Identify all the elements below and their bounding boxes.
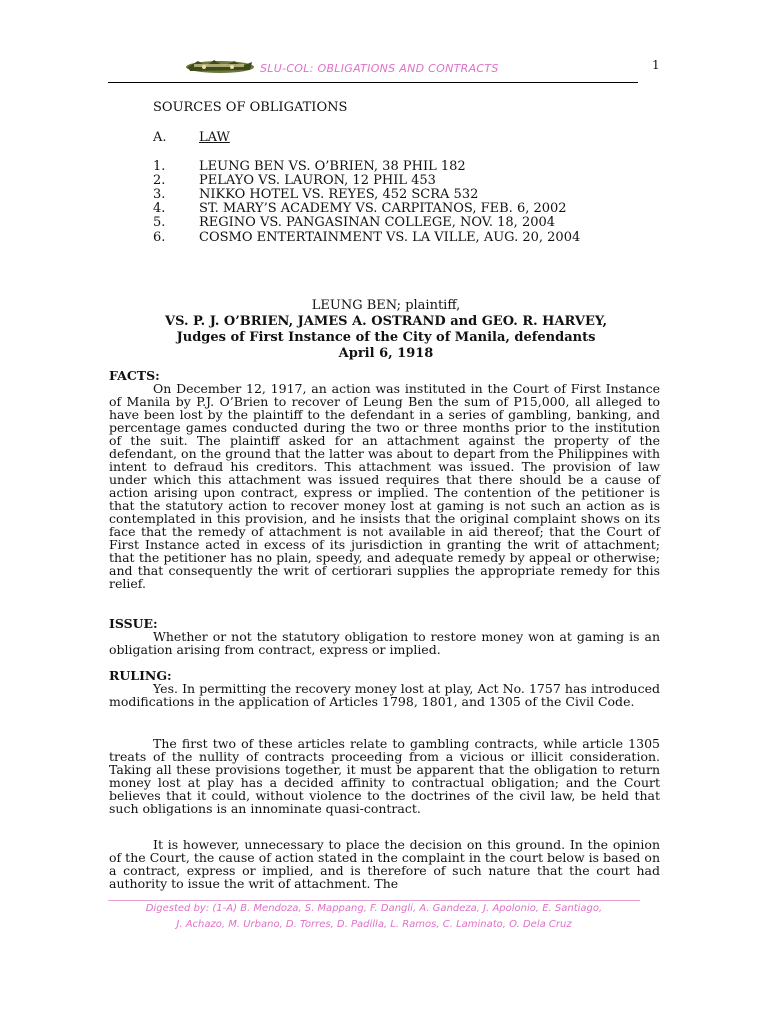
school-logo-icon xyxy=(184,58,256,74)
caption-date: April 6, 1918 xyxy=(338,346,434,361)
section-title: LAW xyxy=(199,130,230,145)
case-number: 3. xyxy=(153,187,166,202)
ruling-text-3: It is however, unnecessary to place the decision on this ground. In the opinion of the Court, the cause of action stated in the complaint in the court below is based on a contract, express or implied, and is therefore of such nature that the court had authority to issue the writ of attachment. The xyxy=(109,837,660,891)
page-number: 1 xyxy=(652,58,660,72)
header-title: SLU-COL: OBLIGATIONS AND CONTRACTS xyxy=(260,62,499,75)
issue-text: Whether or not the statutory obligation to restore money won at gaming is an obligation arising from contract, express or implied. xyxy=(109,629,660,657)
facts-text: On December 12, 1917, an action was instituted in the Court of First Instance of Manila by P.J. O’Brien to recover of Leung Ben the sum of P15,000, all alleged to have been lost by the plaintiff to the defendant in a series of gambling, banking, and percentage games conducted during the two or three months prior to the institution of the suit. The plaintiff asked for an attachment against the property of the defendant, on the ground that the latter was about to depart from the Philippines with intent to defraud his creditors. This attachment was issued. The provision of law under which this attachment was issued requires that there should be a cause of action arising upon contract, express or implied. The contention of the petitioner is that the statutory action to recover money lost at gaming is not such an action as is contemplated in this provision, and he insists that the original complaint shows on its face that the remedy of attachment is not available in aid thereof; that the Court of First Instance acted in excess of its jurisdiction in granting the writ of attachment; that the petitioner has no plain, speedy, and adequate remedy by appeal or otherwise; and that consequently the writ of certiorari supplies the appropriate remedy for this relief. xyxy=(109,381,660,591)
case-item: NIKKO HOTEL VS. REYES, 452 SCRA 532 xyxy=(199,187,479,202)
ruling-label: RULING: xyxy=(109,668,172,683)
case-number: 1. xyxy=(153,159,166,174)
facts-paragraph xyxy=(109,382,660,590)
case-item: LEUNG BEN VS. O’BRIEN, 38 PHIL 182 xyxy=(199,159,466,174)
page-footer xyxy=(108,900,640,935)
ruling-paragraph-2 xyxy=(109,737,660,815)
case-number: 2. xyxy=(153,173,166,188)
caption-judges: Judges of First Instance of the City of Manila, defendants xyxy=(176,330,596,345)
caption-plaintiff: LEUNG BEN; plaintiff, xyxy=(311,298,461,313)
case-caption xyxy=(108,298,664,362)
page-header xyxy=(108,56,638,83)
ruling-paragraph-3 xyxy=(109,838,660,890)
case-item: ST. MARY’S ACADEMY VS. CARPITANOS, FEB. 6, 2002 xyxy=(199,201,567,216)
facts-label: FACTS: xyxy=(109,368,160,383)
case-item: REGINO VS. PANGASINAN COLLEGE, NOV. 18, 2004 xyxy=(199,215,556,230)
ruling-paragraph-1 xyxy=(109,682,660,708)
case-number: 6. xyxy=(153,230,166,245)
section-letter: A. xyxy=(153,130,167,145)
caption-defendants: VS. P. J. O’BRIEN, JAMES A. OSTRAND and GEO. R. HARVEY, xyxy=(164,314,608,329)
ruling-text-2: The first two of these articles relate to gambling contracts, while article 1305 treats of the nullity of contracts proceeding from a vicious or illicit consideration. Taking all these provisions together, it must be apparent that the obligation to return money lost at play has a decided affinity to contractual obligation; and the Court believes that it could, without violence to the doctrines of the civil law, be held that such obligations is an innominate quasi-contract. xyxy=(109,736,660,816)
issue-paragraph xyxy=(109,630,660,656)
document-heading: SOURCES OF OBLIGATIONS xyxy=(153,100,348,115)
case-number: 5. xyxy=(153,215,166,230)
ruling-text-1: Yes. In permitting the recovery money lost at play, Act No. 1757 has introduced modifications in the application of Articles 1798, 1801, and 1305 of the Civil Code. xyxy=(109,681,660,709)
footer-digesters-line-1: Digested by: (1-A) B. Mendoza, S. Mappang, F. Dangli, A. Gandeza, J. Apolonio, E. Santiago, xyxy=(145,903,603,914)
case-number: 4. xyxy=(153,201,166,216)
case-item: COSMO ENTERTAINMENT VS. LA VILLE, AUG. 20, 2004 xyxy=(199,230,581,245)
footer-digesters-line-2: J. Achazo, M. Urbano, D. Torres, D. Padilla, L. Ramos, C. Laminato, O. Dela Cruz xyxy=(176,919,572,930)
issue-label: ISSUE: xyxy=(109,616,158,631)
case-item: PELAYO VS. LAURON, 12 PHIL 453 xyxy=(199,173,436,188)
